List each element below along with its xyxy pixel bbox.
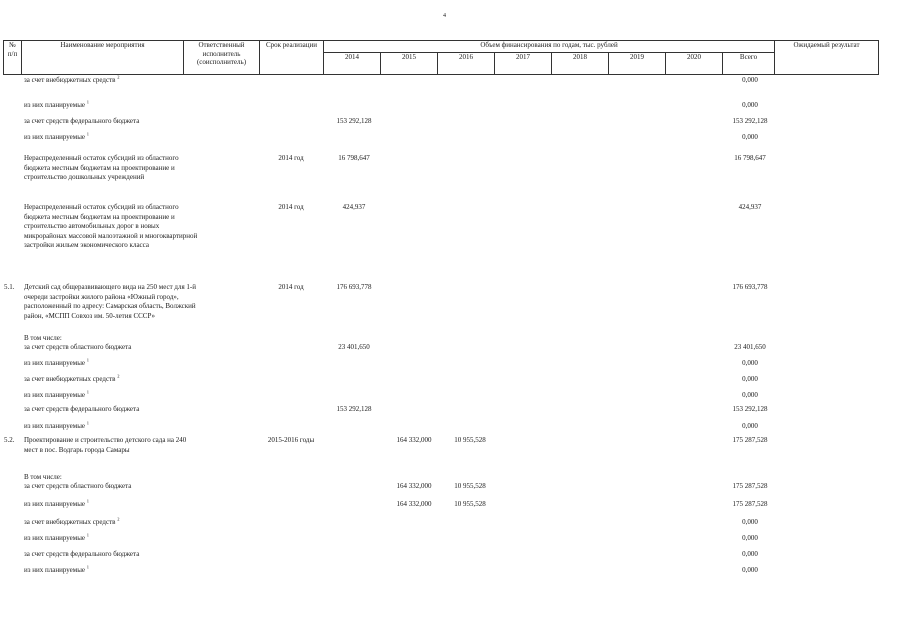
header-term: Срок реализации [260,41,324,75]
footnote-marker: 1 [86,389,90,395]
header-year: 2019 [609,53,666,75]
footnote-marker: 1 [86,357,90,363]
row-total: 0,000 [742,375,758,383]
header-year: 2015 [381,53,438,75]
row-value-2014: 424,937 [342,203,366,211]
row-total: 23 401,650 [734,343,766,351]
row-total: 175 287,528 [732,482,768,490]
row-value-2014: 153 292,128 [336,405,372,413]
header-result: Ожидаемый результат [775,41,879,75]
row-name: из них планируемые $^1$ [24,389,90,399]
footnote-marker: 1 [86,131,90,137]
footnote-marker: 1 [86,99,90,105]
footnote-marker: 1 [86,532,90,538]
row-total: 175 287,528 [732,436,768,444]
header-year: 2014 [324,53,381,75]
row-value-2016: 10 955,528 [454,436,486,444]
header-name: Наименование мероприятия [22,41,184,75]
header-year: 2016 [438,53,495,75]
row-value-2015: 164 332,000 [396,500,432,508]
row-name: за счет средств федерального бюджета [24,550,140,558]
row-value-2014: 23 401,650 [338,343,370,351]
row-term: 2015-2016 годы [267,436,315,444]
header-year: 2018 [552,53,609,75]
footnote-marker: 2 [117,74,120,80]
row-number: 5.2. [4,436,15,444]
header-num: № п/п [4,41,22,75]
footnote-marker: 2 [117,373,120,379]
row-value-2016: 10 955,528 [454,482,486,490]
row-name: за счет внебюджетных средств $^2$ [24,516,120,526]
header-total: Всего [723,53,775,75]
footnote-marker: 1 [86,498,90,504]
row-total: 0,000 [742,550,758,558]
row-total: 0,000 [742,566,758,574]
row-name: Детский сад общеразвивающего вида на 250 мест для 1-й очереди застройки жилого района «Южный город», расположенный по адресу: Самарская область, Волжский район, «МСПП Совхоз им. 50-летия СССР» [24,283,196,320]
row-term: 2014 год [278,203,304,211]
row-value-2015: 164 332,000 [396,436,432,444]
table-header [3,40,879,75]
row-total: 0,000 [742,359,758,367]
row-name: за счет средств областного бюджета [24,343,132,351]
row-name: из них планируемые $^1$ [24,498,90,508]
row-total: 153 292,128 [732,405,768,413]
row-name: Нераспределенный остаток субсидий из областного бюджета местным бюджетам на проектирование и строительство дошкольных учреждений [24,154,179,181]
row-name: за счет внебюджетных средств $^2$ [24,373,120,383]
row-name: Проектирование и строительство детского сада на 240 мест в пос. Водгарь города Самары [24,436,187,454]
row-name: Нераспределенный остаток субсидий из областного бюджета местным бюджетам на проектирование и строительство автомобильных дорог в новых микрорайонах массовой малоэтажной и многоквартирной застройки жильем экономического класса [24,203,198,249]
row-name: В том числе: [24,473,62,481]
row-total: 16 798,647 [734,154,766,162]
row-name: за счет средств федерального бюджета [24,117,140,125]
header-year: 2020 [666,53,723,75]
row-value-2016: 10 955,528 [454,500,486,508]
row-name: за счет средств федерального бюджета [24,405,140,413]
row-total: 0,000 [742,422,758,430]
row-name: из них планируемые $^1$ [24,99,90,109]
row-value-2014: 16 798,647 [338,154,370,162]
row-total: 0,000 [742,76,758,84]
footnote-marker: 1 [86,564,90,570]
row-name: из них планируемые $^1$ [24,357,90,367]
row-total: 175 287,528 [732,500,768,508]
row-term: 2014 год [278,154,304,162]
header-year: 2017 [495,53,552,75]
header-responsible: Ответственный исполнитель (соисполнитель) [184,41,260,75]
footnote-marker: 1 [86,420,90,426]
row-value-2014: 153 292,128 [336,117,372,125]
row-name: из них планируемые $^1$ [24,564,90,574]
row-name: из них планируемые $^1$ [24,532,90,542]
row-total: 153 292,128 [732,117,768,125]
row-number: 5.1. [4,283,15,291]
row-total: 0,000 [742,534,758,542]
row-total: 0,000 [742,101,758,109]
row-total: 0,000 [742,518,758,526]
footnote-marker: 2 [117,516,120,522]
header-funding: Объем финансирования по годам, тыс. рублей [324,41,775,53]
row-term: 2014 год [278,283,304,291]
row-name: В том числе: [24,334,62,342]
row-name: за счет внебюджетных средств $^2$ [24,74,120,84]
row-total: 176 693,778 [732,283,768,291]
row-total: 0,000 [742,391,758,399]
row-value-2015: 164 332,000 [396,482,432,490]
page-number: 4 [443,13,446,19]
row-value-2014: 176 693,778 [336,283,372,291]
row-total: 0,000 [742,133,758,141]
row-name: из них планируемые $^1$ [24,131,90,141]
row-total: 424,937 [738,203,762,211]
row-name: за счет средств областного бюджета [24,482,132,490]
row-name: из них планируемые $^1$ [24,420,90,430]
